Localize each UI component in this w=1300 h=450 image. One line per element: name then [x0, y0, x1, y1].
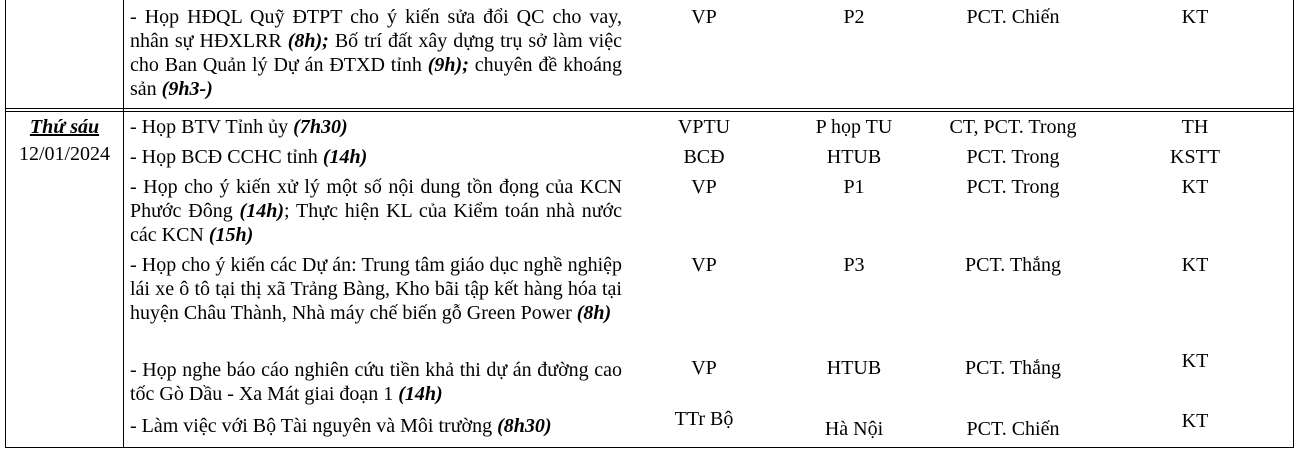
day-date: 12/01/2024 [18, 143, 111, 165]
cell-chair: PCT. Thắng [965, 357, 1061, 379]
cell-prep: KT [1181, 350, 1209, 372]
agenda-text: - Làm việc với Bộ Tài nguyên và Môi trường [130, 415, 498, 437]
time-label: (9h); [427, 54, 469, 76]
time-label: (15h) [208, 224, 254, 246]
agenda-text: - Họp nghe báo cáo nghiên cứu tiền khả thi dự án đường cao tốc Gò Dầu - Xa Mát giai đoạn 1 [130, 359, 622, 405]
cell-room: P3 [843, 254, 865, 276]
cell-room: HTUB [826, 357, 882, 379]
row-divider-inner [5, 111, 1294, 112]
table-border-bottom [5, 447, 1294, 448]
cell-prep: KSTT [1170, 146, 1220, 168]
agenda-text: Bố trí đất xây dựng trụ sở làm việc cho Ban Quản lý Dự án ĐTXD tỉnh [130, 30, 622, 76]
time-label: (7h30) [293, 116, 348, 138]
agenda-item-1 [130, 115, 622, 139]
agenda-text: ; Thực hiện KL của Kiểm toán nhà nước các KCN [130, 200, 622, 246]
time-label: (8h) [576, 302, 612, 324]
cell-chair: PCT. Chiến [966, 6, 1060, 28]
agenda-text: chuyên đề khoáng sản [130, 54, 622, 100]
cell-prep: KT [1181, 410, 1209, 432]
day-weekday: Thứ sáu [29, 116, 100, 138]
table-border-right [1293, 0, 1294, 448]
agenda-text: - Họp HĐQL Quỹ ĐTPT cho ý kiến sửa đổi QC cho vay, nhân sự HĐXLRR [130, 6, 622, 52]
table-border-left [5, 0, 6, 448]
cell-prep: KT [1181, 254, 1209, 276]
cell-host: TTr Bộ [674, 408, 734, 430]
cell-host: VPTU [677, 116, 731, 138]
cell-chair: PCT. Trong [966, 146, 1060, 168]
time-label: (8h30) [497, 415, 552, 437]
agenda-item-continued [130, 5, 622, 101]
cell-host: BCĐ [683, 146, 725, 168]
cell-room: P1 [843, 176, 865, 198]
agenda-item-5 [130, 358, 622, 406]
agenda-text: - Họp cho ý kiến các Dự án: Trung tâm giáo dục nghề nghiệp lái xe ô tô tại thị xã Trảng Bàng, Kho bãi tập kết hàng hóa tại huyện Châu Thành, Nhà máy chế biến gỗ Green Power [130, 254, 622, 324]
agenda-item-4 [130, 253, 622, 325]
cell-chair: PCT. Trong [966, 176, 1060, 198]
cell-room: Hà Nội [824, 418, 884, 440]
cell-room: P2 [843, 6, 865, 28]
column-divider-day [123, 0, 124, 448]
cell-host: VP [691, 6, 717, 28]
cell-host: VP [691, 254, 717, 276]
cell-room: P họp TU [815, 116, 893, 138]
time-label: (14h) [322, 146, 368, 168]
cell-prep: KT [1181, 176, 1209, 198]
agenda-text: - Họp BCĐ CCHC tỉnh [130, 146, 323, 168]
agenda-item-2 [130, 145, 622, 169]
time-label: (8h); [287, 30, 329, 52]
cell-chair: PCT. Thắng [965, 254, 1061, 276]
cell-host: VP [691, 176, 717, 198]
time-label: (14h) [398, 383, 443, 405]
cell-room: HTUB [826, 146, 882, 168]
time-label: (9h3-) [161, 78, 213, 100]
agenda-text: - Họp cho ý kiến xử lý một số nội dung tồn đọng của KCN Phước Đông [130, 176, 622, 222]
cell-host: VP [691, 357, 717, 379]
cell-prep: KT [1181, 6, 1209, 28]
agenda-text: - Họp BTV Tỉnh ủy [130, 116, 294, 138]
agenda-item-3 [130, 175, 622, 247]
cell-prep: TH [1181, 116, 1209, 138]
row-divider [5, 108, 1294, 109]
agenda-item-6 [130, 414, 622, 438]
cell-chair: CT, PCT. Trong [949, 116, 1077, 138]
time-label: (14h) [239, 200, 284, 222]
cell-chair: PCT. Chiến [966, 418, 1060, 440]
